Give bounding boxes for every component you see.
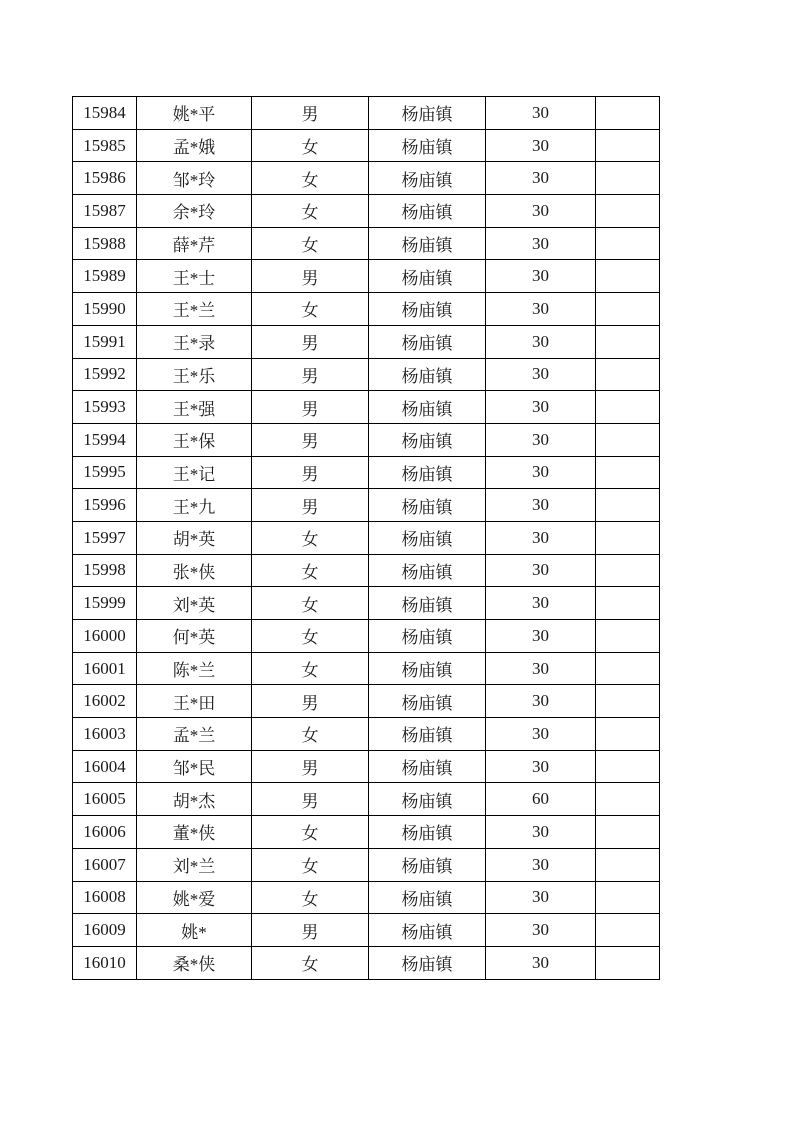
cell-note xyxy=(596,489,660,522)
cell-id: 15988 xyxy=(73,227,137,260)
cell-town: 杨庙镇 xyxy=(369,554,486,587)
cell-town: 杨庙镇 xyxy=(369,783,486,816)
cell-town: 杨庙镇 xyxy=(369,816,486,849)
cell-gender: 男 xyxy=(252,325,369,358)
cell-name: 王*九 xyxy=(137,489,252,522)
cell-id: 16001 xyxy=(73,652,137,685)
cell-amount: 30 xyxy=(486,587,596,620)
cell-gender: 女 xyxy=(252,554,369,587)
cell-town: 杨庙镇 xyxy=(369,946,486,979)
cell-id: 16006 xyxy=(73,816,137,849)
cell-town: 杨庙镇 xyxy=(369,718,486,751)
cell-gender: 男 xyxy=(252,456,369,489)
cell-note xyxy=(596,195,660,228)
cell-gender: 男 xyxy=(252,750,369,783)
cell-name: 王*保 xyxy=(137,423,252,456)
cell-amount: 30 xyxy=(486,260,596,293)
cell-gender: 女 xyxy=(252,848,369,881)
cell-name: 刘*兰 xyxy=(137,848,252,881)
cell-id: 16002 xyxy=(73,685,137,718)
cell-name: 王*兰 xyxy=(137,293,252,326)
cell-amount: 30 xyxy=(486,718,596,751)
cell-note xyxy=(596,554,660,587)
cell-name: 胡*英 xyxy=(137,521,252,554)
cell-name: 余*玲 xyxy=(137,195,252,228)
cell-town: 杨庙镇 xyxy=(369,129,486,162)
cell-amount: 30 xyxy=(486,325,596,358)
table-row xyxy=(73,423,660,456)
cell-id: 16000 xyxy=(73,620,137,653)
cell-note xyxy=(596,652,660,685)
cell-note xyxy=(596,685,660,718)
cell-gender: 女 xyxy=(252,816,369,849)
cell-note xyxy=(596,97,660,130)
table-row xyxy=(73,391,660,424)
cell-town: 杨庙镇 xyxy=(369,521,486,554)
table-row xyxy=(73,881,660,914)
cell-town: 杨庙镇 xyxy=(369,587,486,620)
cell-note xyxy=(596,293,660,326)
cell-town: 杨庙镇 xyxy=(369,423,486,456)
table-row xyxy=(73,946,660,979)
table-row xyxy=(73,685,660,718)
cell-name: 孟*娥 xyxy=(137,129,252,162)
table-body xyxy=(73,97,660,980)
cell-id: 15984 xyxy=(73,97,137,130)
cell-gender: 女 xyxy=(252,195,369,228)
cell-id: 15995 xyxy=(73,456,137,489)
cell-name: 桑*侠 xyxy=(137,946,252,979)
cell-town: 杨庙镇 xyxy=(369,750,486,783)
cell-town: 杨庙镇 xyxy=(369,195,486,228)
cell-gender: 男 xyxy=(252,685,369,718)
cell-gender: 女 xyxy=(252,293,369,326)
cell-gender: 男 xyxy=(252,783,369,816)
cell-id: 15991 xyxy=(73,325,137,358)
cell-note xyxy=(596,718,660,751)
cell-town: 杨庙镇 xyxy=(369,620,486,653)
table-row xyxy=(73,652,660,685)
cell-name: 王*乐 xyxy=(137,358,252,391)
table-row xyxy=(73,325,660,358)
cell-note xyxy=(596,848,660,881)
cell-note xyxy=(596,358,660,391)
cell-note xyxy=(596,227,660,260)
table-row xyxy=(73,620,660,653)
cell-name: 姚*平 xyxy=(137,97,252,130)
cell-name: 姚* xyxy=(137,914,252,947)
cell-note xyxy=(596,260,660,293)
cell-name: 胡*杰 xyxy=(137,783,252,816)
cell-gender: 女 xyxy=(252,227,369,260)
cell-town: 杨庙镇 xyxy=(369,227,486,260)
cell-name: 孟*兰 xyxy=(137,718,252,751)
table-row xyxy=(73,783,660,816)
cell-amount: 30 xyxy=(486,652,596,685)
cell-amount: 30 xyxy=(486,293,596,326)
table-row xyxy=(73,521,660,554)
cell-town: 杨庙镇 xyxy=(369,325,486,358)
cell-name: 陈*兰 xyxy=(137,652,252,685)
table-row xyxy=(73,848,660,881)
cell-gender: 男 xyxy=(252,97,369,130)
cell-town: 杨庙镇 xyxy=(369,456,486,489)
cell-amount: 30 xyxy=(486,848,596,881)
cell-amount: 30 xyxy=(486,620,596,653)
cell-note xyxy=(596,423,660,456)
cell-amount: 30 xyxy=(486,881,596,914)
cell-id: 15985 xyxy=(73,129,137,162)
cell-id: 16010 xyxy=(73,946,137,979)
table-row xyxy=(73,456,660,489)
cell-name: 邹*民 xyxy=(137,750,252,783)
cell-amount: 30 xyxy=(486,816,596,849)
cell-town: 杨庙镇 xyxy=(369,260,486,293)
cell-town: 杨庙镇 xyxy=(369,489,486,522)
cell-gender: 女 xyxy=(252,521,369,554)
cell-gender: 女 xyxy=(252,718,369,751)
table-row xyxy=(73,97,660,130)
cell-note xyxy=(596,620,660,653)
cell-gender: 男 xyxy=(252,914,369,947)
table-row xyxy=(73,260,660,293)
cell-name: 王*士 xyxy=(137,260,252,293)
cell-amount: 30 xyxy=(486,423,596,456)
cell-gender: 男 xyxy=(252,391,369,424)
cell-name: 姚*爱 xyxy=(137,881,252,914)
cell-note xyxy=(596,129,660,162)
cell-note xyxy=(596,521,660,554)
cell-gender: 女 xyxy=(252,129,369,162)
cell-note xyxy=(596,325,660,358)
records-table xyxy=(72,96,660,980)
cell-name: 董*侠 xyxy=(137,816,252,849)
cell-name: 王*田 xyxy=(137,685,252,718)
cell-name: 张*侠 xyxy=(137,554,252,587)
cell-name: 薛*芹 xyxy=(137,227,252,260)
cell-gender: 女 xyxy=(252,587,369,620)
cell-town: 杨庙镇 xyxy=(369,162,486,195)
cell-town: 杨庙镇 xyxy=(369,293,486,326)
cell-gender: 女 xyxy=(252,652,369,685)
cell-id: 15994 xyxy=(73,423,137,456)
cell-town: 杨庙镇 xyxy=(369,358,486,391)
cell-town: 杨庙镇 xyxy=(369,652,486,685)
cell-name: 邹*玲 xyxy=(137,162,252,195)
cell-id: 15989 xyxy=(73,260,137,293)
table-row xyxy=(73,750,660,783)
cell-id: 16007 xyxy=(73,848,137,881)
cell-town: 杨庙镇 xyxy=(369,881,486,914)
cell-id: 15998 xyxy=(73,554,137,587)
cell-amount: 30 xyxy=(486,914,596,947)
table-row xyxy=(73,489,660,522)
cell-amount: 30 xyxy=(486,456,596,489)
table-row xyxy=(73,718,660,751)
cell-town: 杨庙镇 xyxy=(369,914,486,947)
cell-id: 15999 xyxy=(73,587,137,620)
cell-gender: 男 xyxy=(252,423,369,456)
cell-amount: 30 xyxy=(486,489,596,522)
cell-note xyxy=(596,456,660,489)
cell-note xyxy=(596,391,660,424)
cell-note xyxy=(596,881,660,914)
cell-id: 15993 xyxy=(73,391,137,424)
cell-id: 15986 xyxy=(73,162,137,195)
cell-note xyxy=(596,816,660,849)
cell-amount: 30 xyxy=(486,750,596,783)
cell-gender: 女 xyxy=(252,620,369,653)
cell-note xyxy=(596,162,660,195)
table-row xyxy=(73,816,660,849)
cell-id: 16008 xyxy=(73,881,137,914)
cell-amount: 30 xyxy=(486,227,596,260)
cell-name: 刘*英 xyxy=(137,587,252,620)
cell-amount: 30 xyxy=(486,97,596,130)
cell-amount: 30 xyxy=(486,685,596,718)
cell-town: 杨庙镇 xyxy=(369,848,486,881)
cell-note xyxy=(596,783,660,816)
cell-gender: 女 xyxy=(252,946,369,979)
cell-amount: 30 xyxy=(486,162,596,195)
cell-id: 15996 xyxy=(73,489,137,522)
cell-id: 15990 xyxy=(73,293,137,326)
cell-note xyxy=(596,914,660,947)
table-row xyxy=(73,293,660,326)
cell-id: 16005 xyxy=(73,783,137,816)
cell-town: 杨庙镇 xyxy=(369,97,486,130)
cell-name: 王*记 xyxy=(137,456,252,489)
cell-id: 15992 xyxy=(73,358,137,391)
cell-id: 16009 xyxy=(73,914,137,947)
cell-town: 杨庙镇 xyxy=(369,685,486,718)
cell-amount: 30 xyxy=(486,391,596,424)
table-row xyxy=(73,554,660,587)
cell-note xyxy=(596,587,660,620)
table-row xyxy=(73,162,660,195)
cell-amount: 30 xyxy=(486,521,596,554)
cell-note xyxy=(596,946,660,979)
table-row xyxy=(73,587,660,620)
cell-amount: 30 xyxy=(486,946,596,979)
cell-note xyxy=(596,750,660,783)
table-row xyxy=(73,129,660,162)
cell-name: 何*英 xyxy=(137,620,252,653)
table-row xyxy=(73,914,660,947)
cell-name: 王*强 xyxy=(137,391,252,424)
cell-id: 16003 xyxy=(73,718,137,751)
cell-gender: 男 xyxy=(252,489,369,522)
cell-name: 王*录 xyxy=(137,325,252,358)
cell-gender: 男 xyxy=(252,260,369,293)
cell-amount: 30 xyxy=(486,554,596,587)
cell-amount: 30 xyxy=(486,129,596,162)
cell-amount: 30 xyxy=(486,195,596,228)
table-row xyxy=(73,358,660,391)
cell-amount: 30 xyxy=(486,358,596,391)
cell-id: 16004 xyxy=(73,750,137,783)
cell-town: 杨庙镇 xyxy=(369,391,486,424)
cell-id: 15997 xyxy=(73,521,137,554)
cell-id: 15987 xyxy=(73,195,137,228)
cell-gender: 女 xyxy=(252,881,369,914)
table-row xyxy=(73,195,660,228)
cell-amount: 60 xyxy=(486,783,596,816)
cell-gender: 男 xyxy=(252,358,369,391)
table-row xyxy=(73,227,660,260)
cell-gender: 女 xyxy=(252,162,369,195)
